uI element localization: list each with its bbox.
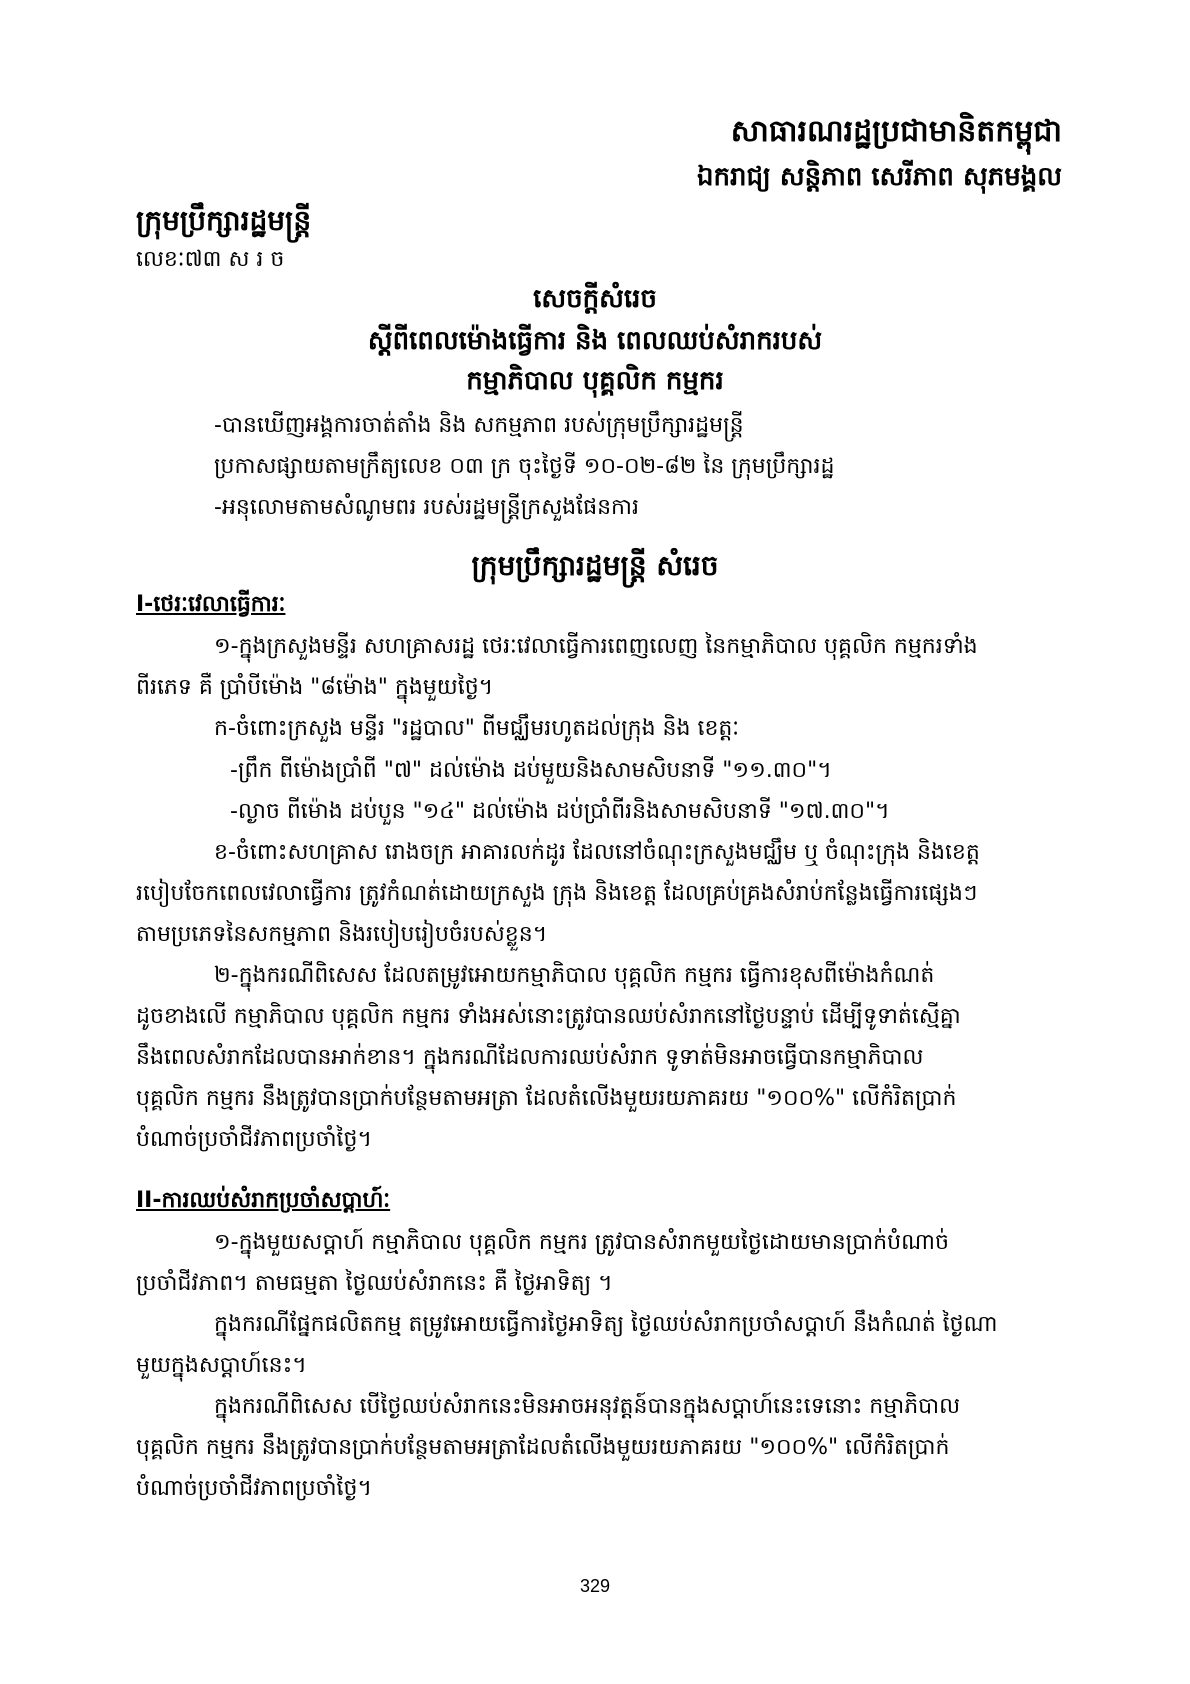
paragraph-line: នឹងពេលសំរាកដែលបានអាក់ខាន។ ក្នុងករណីដែលការឈប់សំរាក ទូទាត់មិនអាចធ្វើបានកម្មាភិបាល xyxy=(136,1045,924,1070)
national-motto-line2: ឯករាជ្យ សន្តិភាព សេរីភាព សុភមង្គល xyxy=(697,162,1062,192)
paragraph-line: របៀបចែកពេលវេលាធ្វើការ ត្រូវកំណត់ដោយក្រសួង ក្រុង និងខេត្ត ដែលគ្រប់គ្រងសំរាប់កន្លែងធ្វើការផ្សេងៗ xyxy=(136,881,978,906)
section-heading-working-hours: I-ថេរៈវេលាធ្វើការៈ xyxy=(136,592,286,617)
document-subject-line2: កម្មាភិបាល បុគ្គលិក កម្មករ xyxy=(466,366,724,396)
page-number: 329 xyxy=(579,1576,611,1596)
paragraph-line: ១-ក្នុងក្រសួងមន្ទីរ សហគ្រាសរដ្ឋ ថេរៈវេលាធ្វើការពេញលេញ នៃកម្មាភិបាល បុគ្គលិក កម្មករទាំង xyxy=(214,634,978,659)
council-decides-heading: ក្រុមប្រឹក្សារដ្ឋមន្ត្រី សំរេច xyxy=(471,549,719,582)
document-subject-line1: ស្តីពីពេលម៉ោងធ្វើការ និង ពេលឈប់សំរាករបស់ xyxy=(367,326,823,356)
section-heading-weekly-rest: II-ការឈប់សំរាកប្រចាំសប្តាហ៍ៈ xyxy=(136,1188,391,1213)
paragraph-line: ប្រចាំជីវភាព។ តាមធម្មតា ថ្ងៃឈប់សំរាកនេះ គឺ ថ្ងៃអាទិត្យ ។ xyxy=(136,1271,613,1296)
paragraph-line: -ព្រឹក ពីម៉ោងប្រាំពី "៧" ដល់ម៉ោង ដប់មួយនិងសាមសិបនាទី "១១.៣០"។ xyxy=(230,758,832,783)
paragraph-line: ក-ចំពោះក្រសួង មន្ទីរ "រដ្ឋបាល" ពីមជ្ឈឹមរហូតដល់ក្រុង និង ខេត្តៈ xyxy=(214,716,740,741)
national-motto-line1: សាធារណរដ្ឋប្រជាមានិតកម្ពុជា xyxy=(730,114,1062,149)
document-title: សេចក្តីសំរេច xyxy=(533,284,657,314)
paragraph-line: ២-ក្នុងករណីពិសេស ដែលតម្រូវអោយកម្មាភិបាល បុគ្គលិក កម្មករ ធ្វើការខុសពីម៉ោងកំណត់ xyxy=(214,963,935,988)
paragraph-line: ដូចខាងលើ កម្មាភិបាល បុគ្គលិក កម្មករ ទាំងអស់នោះត្រូវបានឈប់សំរាកនៅថ្ងៃបន្ទាប់ ដើម្បីទូទាត់ស្មើគ្នា xyxy=(136,1004,961,1029)
paragraph-line: ពីរភេទ គឺ ប្រាំបីម៉ោង "៨ម៉ោង" ក្នុងមួយថ្ងៃ។ xyxy=(136,675,494,700)
paragraph-line: បុគ្គលិក កម្មករ នឹងត្រូវបានប្រាក់បន្ថែមតាមអត្រាដែលតំលើងមួយរយភាគរយ "១០០%" លើកំរិតប្រាក់ xyxy=(136,1435,950,1460)
preamble-line: ប្រកាសផ្សាយតាមក្រឹត្យលេខ ០៣ ក្រ ចុះថ្ងៃទី ១០-០២-៨២ នៃ ក្រុមប្រឹក្សារដ្ឋ xyxy=(214,454,835,479)
issuing-council: ក្រុមប្រឹក្សារដ្ឋមន្ត្រី xyxy=(136,204,312,237)
paragraph-line: ខ-ចំពោះសហគ្រាស រោងចក្រ អាគារលក់ដូរ ដែលនៅចំណុះក្រសួងមជ្ឈឹម ឬ ចំណុះក្រុង និងខេត្ត xyxy=(214,840,980,865)
paragraph-line: មួយក្នុងសប្តាហ៍នេះ។ xyxy=(136,1353,307,1378)
paragraph-line: បំណាច់ប្រចាំជីវភាពប្រចាំថ្ងៃ។ xyxy=(136,1127,373,1152)
reference-number: លេខៈ៧៣ ស រ ច xyxy=(136,247,285,272)
paragraph-line: តាមប្រភេទនៃសកម្មភាព និងរបៀបរៀបចំរបស់ខ្លួន។ xyxy=(136,922,548,947)
paragraph-line: ក្នុងករណីផ្នែកផលិតកម្ម តម្រូវអោយធ្វើការថ្ងៃអាទិត្យ ថ្ងៃឈប់សំរាកប្រចាំសប្តាហ៍ នឹងកំណត់ ថ្ងៃណា xyxy=(214,1312,998,1337)
paragraph-line: បុគ្គលិក កម្មករ នឹងត្រូវបានប្រាក់បន្ថែមតាមអត្រា ដែលតំលើងមួយរយភាគរយ "១០០%" លើកំរិតប្រាក់ xyxy=(136,1086,957,1111)
paragraph-line: បំណាច់ប្រចាំជីវភាពប្រចាំថ្ងៃ។ xyxy=(136,1476,373,1501)
paragraph-line: ១-ក្នុងមួយសប្តាហ៍ កម្មាភិបាល បុគ្គលិក កម្មករ ត្រូវបានសំរាកមួយថ្ងៃដោយមានប្រាក់បំណាច់ xyxy=(214,1230,949,1255)
preamble-line: -បានឃើញអង្គការចាត់តាំង និង សកម្មភាព របស់ក្រុមប្រឹក្សារដ្ឋមន្ត្រី xyxy=(214,413,744,438)
paragraph-line: ក្នុងករណីពិសេស បើថ្ងៃឈប់សំរាកនេះមិនអាចអនុវត្តន៍បានក្នុងសប្តាហ៍នេះទេនោះ កម្មាភិបាល xyxy=(214,1394,961,1419)
paragraph-line: -ល្ងាច ពីម៉ោង ដប់បួន "១៤" ដល់ម៉ោង ដប់ប្រាំពីរនិងសាមសិបនាទី "១៧.៣០"។ xyxy=(230,799,890,824)
preamble-line: -អនុលោមតាមសំណូមពរ របស់រដ្ឋមន្ត្រីក្រសួងផែនការ xyxy=(214,495,639,520)
